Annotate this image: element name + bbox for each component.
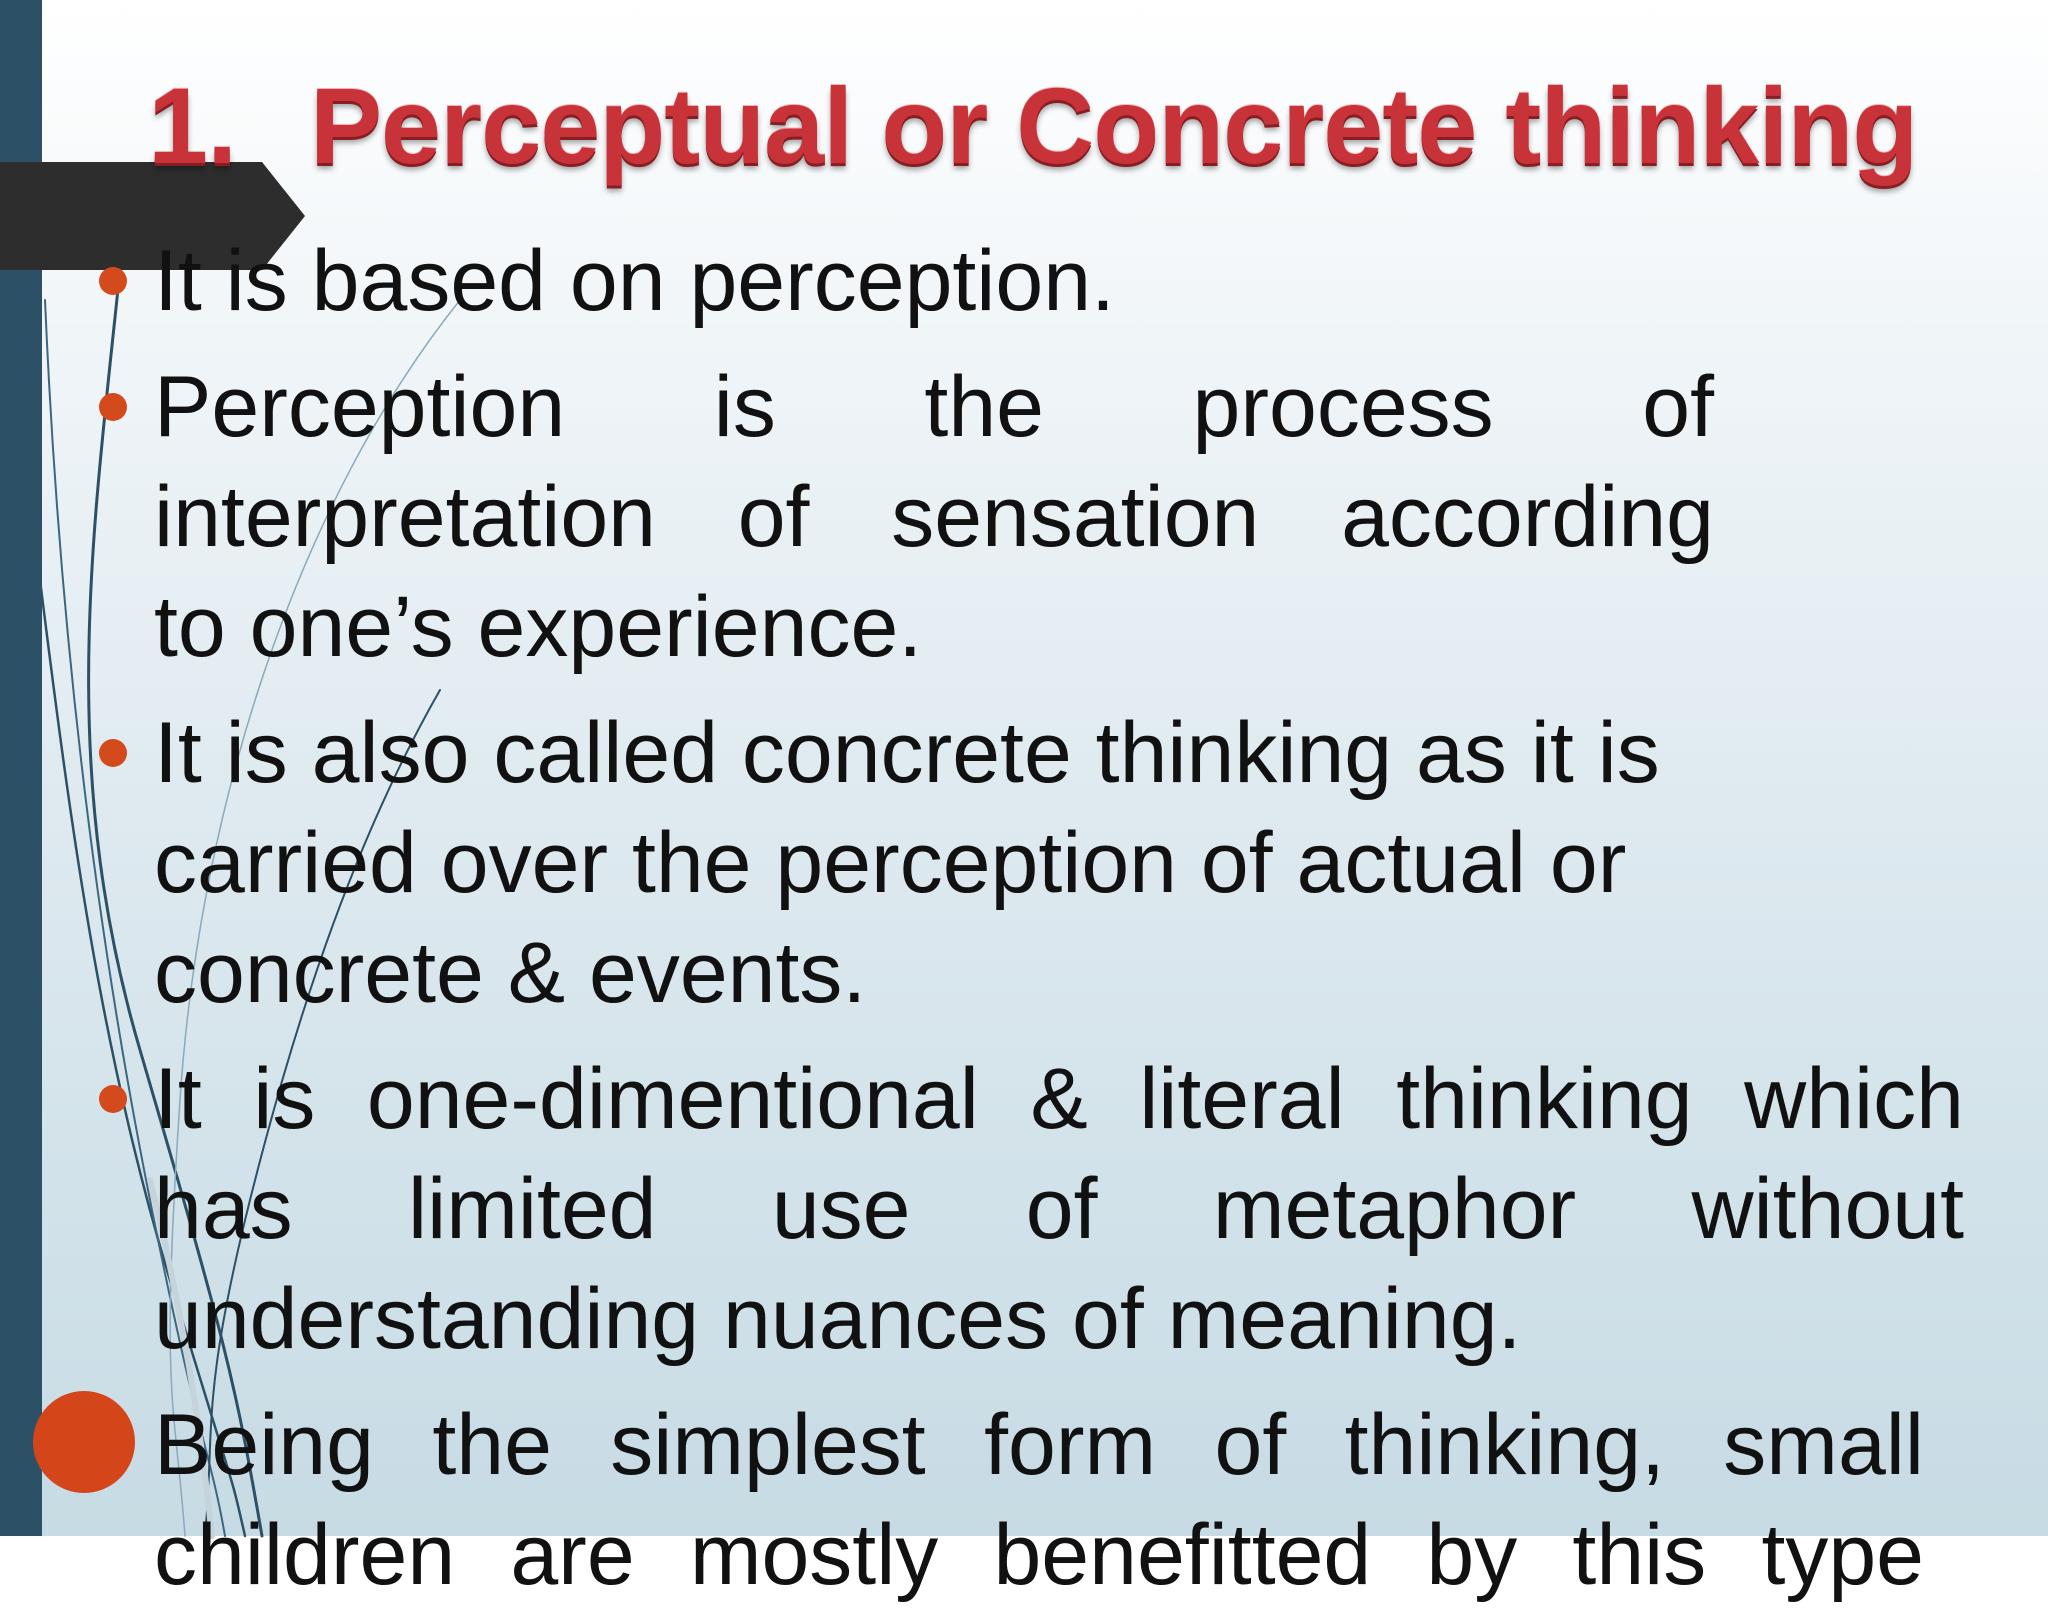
title-text: Perceptual or Concrete thinking bbox=[310, 65, 1918, 186]
bullet-text bbox=[154, 352, 1714, 682]
bullet-line: understanding nuances of meaning. bbox=[154, 1271, 1522, 1367]
bullet-text bbox=[154, 1390, 1924, 1610]
bullet-line: It is also called concrete thinking as it is bbox=[154, 705, 1660, 801]
slide-title bbox=[148, 60, 1917, 192]
bullet-line: concrete & events. bbox=[154, 925, 867, 1021]
bullet-line: to one’s experience. bbox=[154, 579, 923, 675]
bullet-dot-icon bbox=[99, 393, 127, 421]
bullet-text bbox=[154, 1044, 1964, 1374]
bullet-line: It is one-dimentional & literal thinking which bbox=[154, 1051, 1964, 1147]
bullet-dot-icon bbox=[99, 1085, 127, 1113]
bullet-line: children are mostly benefitted by this type bbox=[154, 1507, 1924, 1603]
bullet-text bbox=[154, 698, 1774, 1028]
bullet-dot-icon bbox=[99, 267, 127, 295]
bullet-line: Perception is the process of bbox=[154, 359, 1714, 455]
bullet-line: Being the simplest form of thinking, small bbox=[154, 1397, 1924, 1493]
bullet-line: carried over the perception of actual or bbox=[154, 815, 1627, 911]
bullet-line: It is based on perception. bbox=[154, 233, 1115, 329]
bullet-line: interpretation of sensation according bbox=[154, 469, 1714, 565]
orange-circle-marker bbox=[33, 1391, 135, 1493]
bullet-text bbox=[154, 226, 1754, 336]
bullet-dot-icon bbox=[99, 739, 127, 767]
bullet-line: has limited use of metaphor without bbox=[154, 1161, 1964, 1257]
title-number: 1. bbox=[148, 65, 237, 186]
